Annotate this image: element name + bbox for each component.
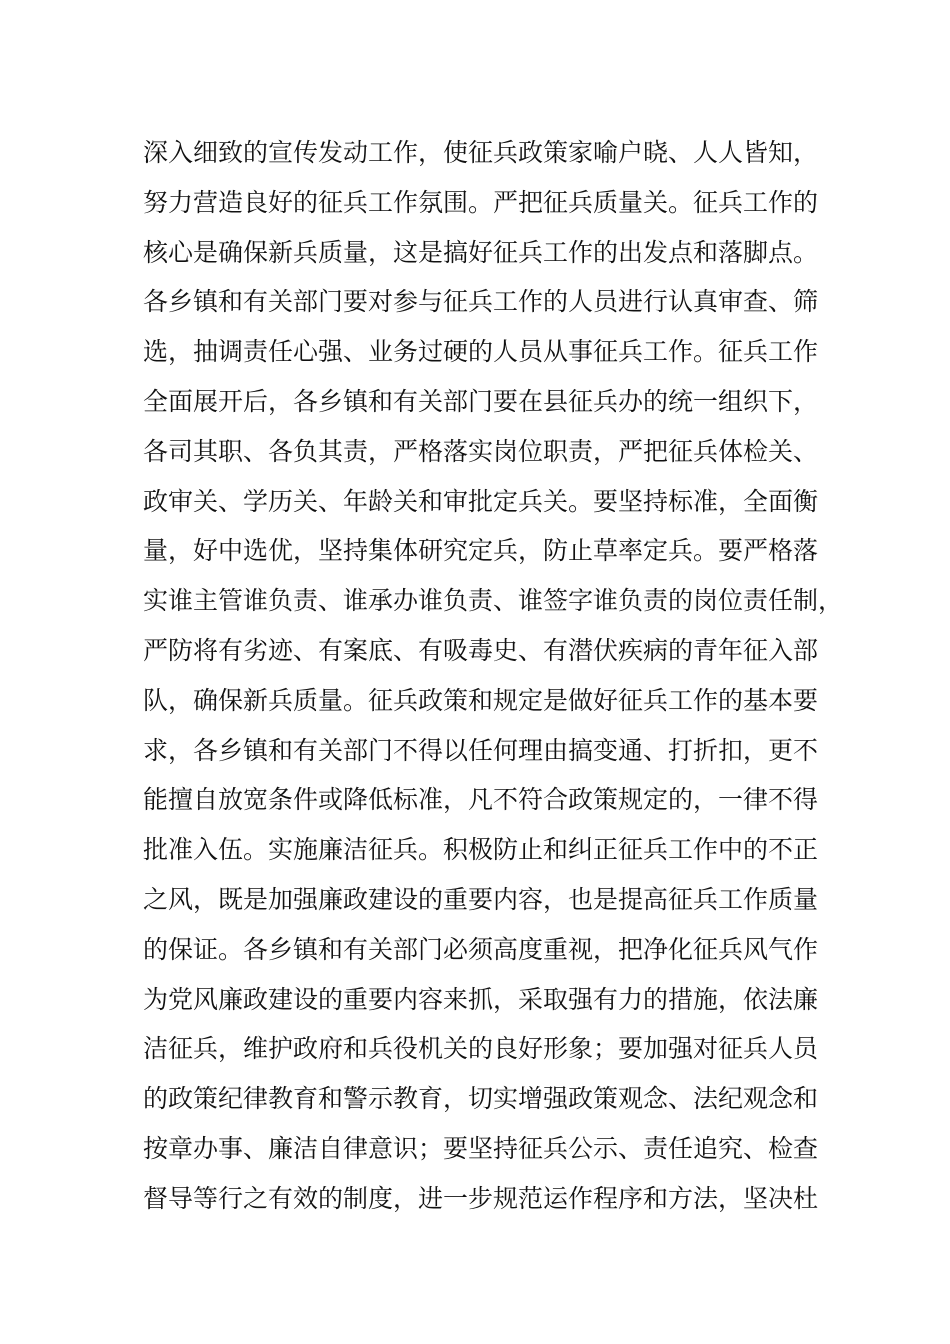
text-line: 深入细致的宣传发动工作，使征兵政策家喻户晓、人人皆知，: [143, 138, 819, 167]
text-line: 求，各乡镇和有关部门不得以任何理由搞变通、打折扣，更不: [143, 735, 819, 765]
text-line: 之风，既是加强廉政建设的重要内容，也是提高征兵工作质量: [143, 884, 819, 914]
text-line: 政审关、学历关、年龄关和审批定兵关。要坚持标准，全面衡: [143, 486, 819, 516]
text-line: 量，好中选优，坚持集体研究定兵，防止草率定兵。要严格落: [143, 536, 819, 566]
text-line: 洁征兵，维护政府和兵役机关的良好形象；要加强对征兵人员: [143, 1034, 819, 1064]
text-line: 努力营造良好的征兵工作氛围。严把征兵质量关。征兵工作的: [143, 187, 819, 217]
text-line: 各司其职、各负其责，严格落实岗位职责，严把征兵体检关、: [143, 436, 819, 466]
text-line: 督导等行之有效的制度，进一步规范运作程序和方法，坚决杜: [143, 1183, 819, 1213]
text-line: 全面展开后，各乡镇和有关部门要在县征兵办的统一组织下，: [143, 386, 819, 416]
text-line: 队，确保新兵质量。征兵政策和规定是做好征兵工作的基本要: [143, 685, 819, 715]
text-line: 的保证。各乡镇和有关部门必须高度重视，把净化征兵风气作: [143, 934, 819, 964]
text-line: 选，抽调责任心强、业务过硬的人员从事征兵工作。征兵工作: [143, 337, 819, 367]
text-line: 为党风廉政建设的重要内容来抓，采取强有力的措施，依法廉: [143, 984, 819, 1014]
text-line: 的政策纪律教育和警示教育，切实增强政策观念、法纪观念和: [143, 1084, 819, 1114]
text-line: 实谁主管谁负责、谁承办谁负责、谁签字谁负责的岗位责任制，: [143, 586, 844, 616]
text-line: 核心是确保新兵质量，这是搞好征兵工作的出发点和落脚点。: [143, 237, 819, 267]
text-line: 严防将有劣迹、有案底、有吸毒史、有潜伏疾病的青年征入部: [143, 635, 819, 665]
text-line: 各乡镇和有关部门要对参与征兵工作的人员进行认真审查、筛: [143, 287, 819, 317]
body-text: [143, 128, 844, 1224]
text-line: 能擅自放宽条件或降低标准，凡不符合政策规定的，一律不得: [143, 785, 819, 815]
text-line: 批准入伍。实施廉洁征兵。积极防止和纠正征兵工作中的不正: [143, 835, 819, 865]
text-line: 按章办事、廉洁自律意识；要坚持征兵公示、责任追究、检查: [143, 1133, 819, 1163]
